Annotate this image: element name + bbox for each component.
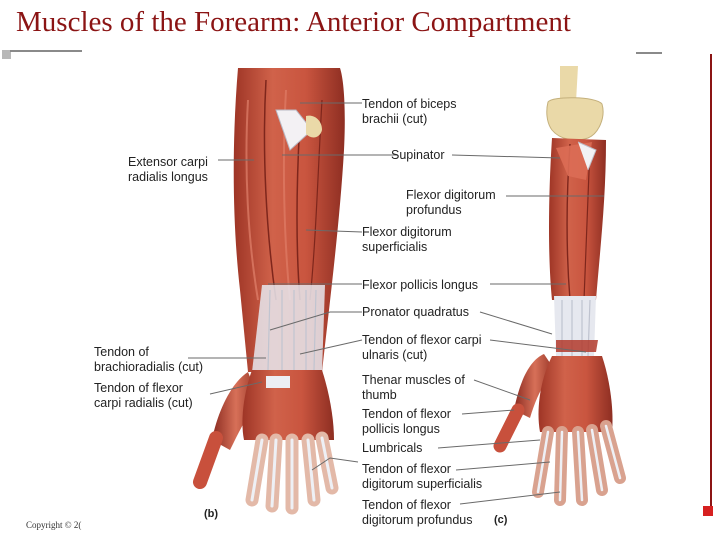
- label-lumbricals: Lumbricals: [362, 441, 423, 455]
- label-tendon-brachioradialis: Tendon of brachioradialis (cut): [94, 345, 204, 374]
- label-tendon-flexor-digitorum-profundus: Tendon of flexor digitorum profundus: [362, 498, 473, 527]
- label-thenar-muscles: Thenar muscles of thumb: [362, 373, 465, 402]
- forearm-b: [200, 68, 345, 508]
- panel-label-c: (c): [494, 514, 508, 526]
- slide-title: Muscles of the Forearm: Anterior Compartment: [16, 6, 571, 38]
- label-flexor-digitorum-profundus: Flexor digitorum profundus: [406, 188, 496, 217]
- forearm-c: [500, 66, 620, 500]
- panel-label-b: (b): [204, 508, 219, 520]
- label-flexor-digitorum-superficialis: Flexor digitorum superficialis: [362, 225, 452, 254]
- label-extensor-carpi-radialis-longus: Extensor carpi radialis longus: [128, 155, 208, 184]
- label-supinator: Supinator: [391, 148, 445, 162]
- label-pronator-quadratus: Pronator quadratus: [362, 305, 470, 319]
- label-tendon-biceps-brachii: Tendon of biceps brachii (cut): [362, 97, 457, 126]
- label-tendon-flexor-carpi-ulnaris: Tendon of flexor carpi ulnaris (cut): [362, 333, 482, 362]
- label-tendon-flexor-pollicis-longus: Tendon of flexor pollicis longus: [362, 407, 451, 436]
- label-tendon-flexor-digitorum-superficialis: Tendon of flexor digitorum superficialis: [362, 462, 483, 491]
- label-flexor-pollicis-longus: Flexor pollicis longus: [362, 278, 479, 292]
- copyright-text: Copyright © 2(: [26, 520, 82, 530]
- label-tendon-flexor-carpi-radialis: Tendon of flexor carpi radialis (cut): [94, 381, 193, 410]
